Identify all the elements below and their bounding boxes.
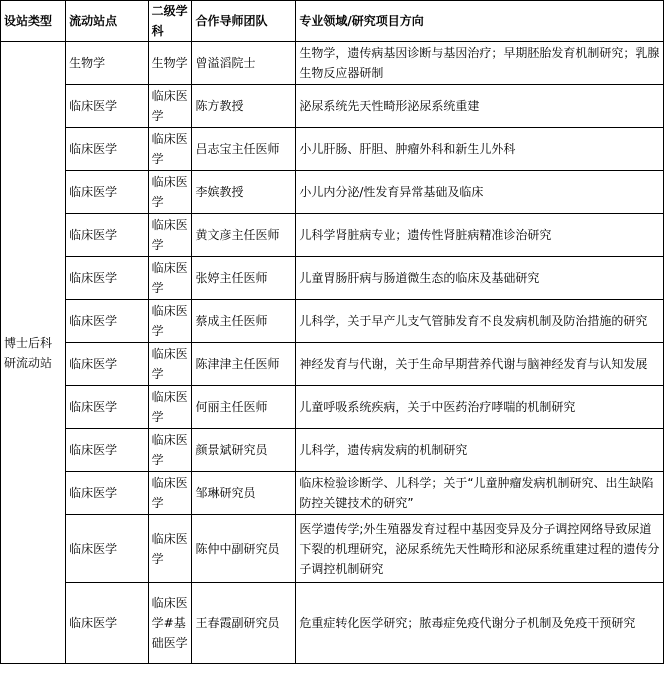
- table-row: [1, 128, 664, 171]
- header-mentor: 合作导师团队: [192, 1, 296, 42]
- table-row: [1, 171, 664, 214]
- mentor-cell: 颜景斌研究员: [192, 429, 296, 472]
- field-cell: 儿科学肾脏病专业；遗传性肾脏病精准诊治研究: [296, 214, 664, 257]
- station-cell: 临床医学: [66, 257, 148, 300]
- table-row: [1, 214, 664, 257]
- mentor-cell: 黄文彦主任医师: [192, 214, 296, 257]
- subject-cell: 临床医学: [148, 128, 192, 171]
- station-cell: 临床医学: [66, 85, 148, 128]
- field-cell: 小儿肝肠、肝胆、肿瘤外科和新生儿外科: [296, 128, 664, 171]
- field-cell: 医学遗传学;外生殖器发育过程中基因变异及分子调控网络导致尿道下裂的机理研究，泌尿系统先天性畸形和泌尿系统重建过程的遗传分子调控机制研究: [296, 515, 664, 583]
- field-cell: 儿童呼吸系统疾病，关于中医药治疗哮喘的机制研究: [296, 386, 664, 429]
- field-cell: 儿科学，遗传病发病的机制研究: [296, 429, 664, 472]
- station-type-cell: 博士后科研流动站: [1, 42, 66, 664]
- subject-cell: 临床医学: [148, 214, 192, 257]
- station-cell: 临床医学: [66, 386, 148, 429]
- mentor-cell: 吕志宝主任医师: [192, 128, 296, 171]
- mentor-cell: 陈津津主任医师: [192, 343, 296, 386]
- table-row: [1, 257, 664, 300]
- table-row: [1, 300, 664, 343]
- table-header-row: [1, 1, 664, 42]
- table-row: [1, 472, 664, 515]
- mentor-cell: 张婷主任医师: [192, 257, 296, 300]
- table-row: [1, 429, 664, 472]
- station-cell: 生物学: [66, 42, 148, 85]
- field-cell: 生物学，遗传病基因诊断与基因治疗；早期胚胎发育机制研究；乳腺生物反应器研制: [296, 42, 664, 85]
- field-cell: 神经发育与代谢，关于生命早期营养代谢与脑神经发育与认知发展: [296, 343, 664, 386]
- table-row: [1, 583, 664, 664]
- field-cell: 泌尿系统先天性畸形泌尿系统重建: [296, 85, 664, 128]
- station-cell: 临床医学: [66, 429, 148, 472]
- subject-cell: 临床医学: [148, 386, 192, 429]
- station-cell: 临床医学: [66, 515, 148, 583]
- station-cell: 临床医学: [66, 583, 148, 664]
- subject-cell: 临床医学: [148, 515, 192, 583]
- subject-cell: 临床医学: [148, 300, 192, 343]
- subject-cell: 临床医学: [148, 472, 192, 515]
- header-station: 流动站点: [66, 1, 148, 42]
- mentor-cell: 邹琳研究员: [192, 472, 296, 515]
- station-cell: 临床医学: [66, 343, 148, 386]
- subject-cell: 临床医学: [148, 171, 192, 214]
- station-cell: 临床医学: [66, 472, 148, 515]
- mentor-cell: 蔡成主任医师: [192, 300, 296, 343]
- table-row: [1, 515, 664, 583]
- table-row: [1, 85, 664, 128]
- mentor-cell: 李嫔教授: [192, 171, 296, 214]
- station-cell: 临床医学: [66, 214, 148, 257]
- field-cell: 临床检验诊断学、儿科学；关于“儿童肿瘤发病机制研究、出生缺陷防控关键技术的研究”: [296, 472, 664, 515]
- mentor-cell: 王春霞副研究员: [192, 583, 296, 664]
- field-cell: 危重症转化医学研究；脓毒症免疫代谢分子机制及免疫干预研究: [296, 583, 664, 664]
- table-row: [1, 386, 664, 429]
- table-row: [1, 343, 664, 386]
- station-cell: 临床医学: [66, 128, 148, 171]
- station-cell: 临床医学: [66, 300, 148, 343]
- subject-cell: 生物学: [148, 42, 192, 85]
- subject-cell: 临床医学: [148, 429, 192, 472]
- mentor-cell: 陈仲中副研究员: [192, 515, 296, 583]
- field-cell: 小儿内分泌/性发育异常基础及临床: [296, 171, 664, 214]
- header-field: 专业领域/研究项目方向: [296, 1, 664, 42]
- subject-cell: 临床医学: [148, 257, 192, 300]
- table-row: [1, 42, 664, 85]
- mentor-cell: 何丽主任医师: [192, 386, 296, 429]
- header-subject: 二级学科: [148, 1, 192, 42]
- subject-cell: 临床医学: [148, 85, 192, 128]
- subject-cell: 临床医学#基础医学: [148, 583, 192, 664]
- mentor-cell: 陈方教授: [192, 85, 296, 128]
- field-cell: 儿科学，关于早产儿支气管肺发育不良发病机制及防治措施的研究: [296, 300, 664, 343]
- subject-cell: 临床医学: [148, 343, 192, 386]
- station-cell: 临床医学: [66, 171, 148, 214]
- field-cell: 儿童胃肠肝病与肠道微生态的临床及基础研究: [296, 257, 664, 300]
- header-station-type: 设站类型: [1, 1, 66, 42]
- mentor-cell: 曾溢滔院士: [192, 42, 296, 85]
